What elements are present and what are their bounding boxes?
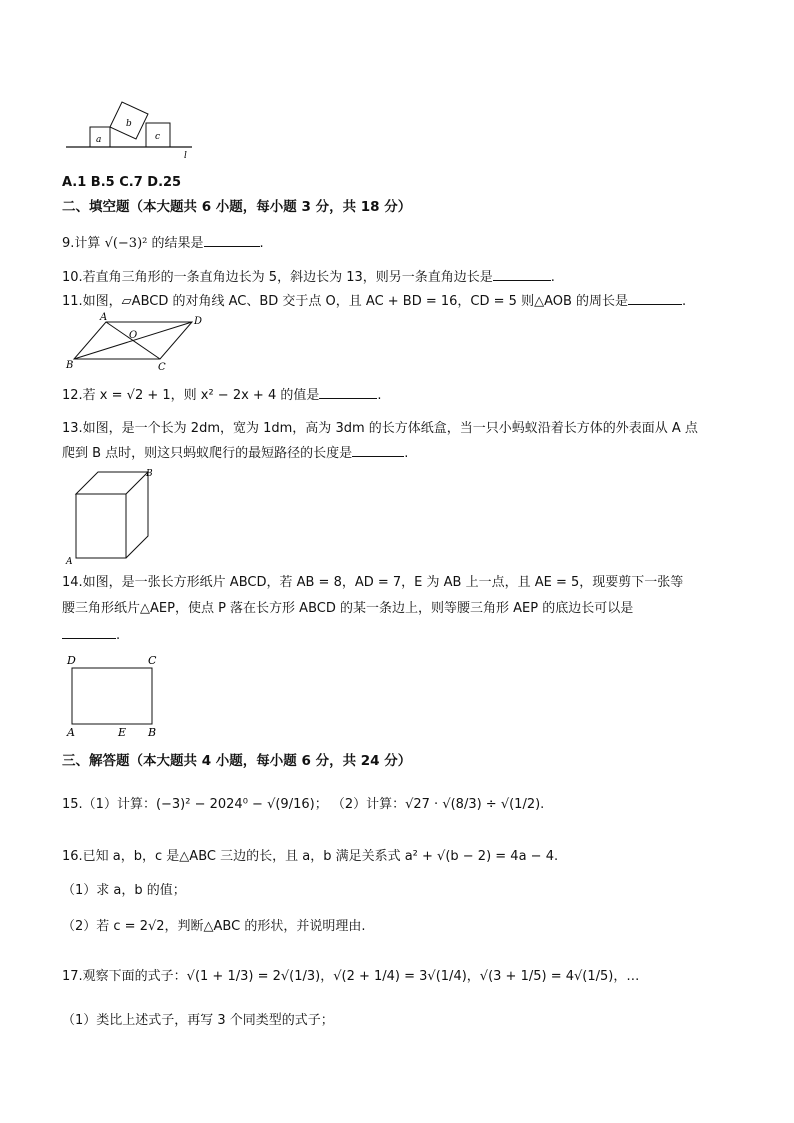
q12: 12.若 x = √2 + 1，则 x² − 2x + 4 的值是 . bbox=[62, 388, 382, 403]
q10: 10.若直角三角形的一条直角边长为 5，斜边长为 13，则另一条直角边长是 . bbox=[62, 270, 555, 285]
q11-label-C: C bbox=[158, 362, 166, 372]
q14-line2: 腰三角形纸片△AEP，使点 P 落在长方形 ABCD 的某一条边上，则等腰三角形 AEP 的底边长可以是 bbox=[62, 601, 634, 616]
q9-pre: 计算 bbox=[74, 236, 101, 251]
q9-post: 的结果是 bbox=[151, 236, 204, 251]
section2-title: 二、填空题（本大题共 6 小题，每小题 3 分，共 18 分） bbox=[62, 199, 412, 215]
q14-label-D: D bbox=[67, 654, 76, 667]
section3-title: 三、解答题（本大题共 4 小题，每小题 6 分，共 24 分） bbox=[62, 753, 412, 769]
q13-answer-blank[interactable] bbox=[352, 444, 404, 457]
q11: 11.如图，▱ABCD 的对角线 AC、BD 交于点 O，且 AC + BD = 16，CD = 5 则△AOB 的周长是 . bbox=[62, 294, 687, 309]
q12-answer-blank[interactable] bbox=[319, 386, 377, 399]
q11-text: 11.如图，▱ABCD 的对角线 AC、BD 交于点 O，且 AC + BD = 16，CD = 5 则△AOB 的周长是 bbox=[62, 294, 629, 309]
q14-label-E: E bbox=[118, 726, 127, 739]
q16-stem: 16.已知 a，b，c 是△ABC 三边的长，且 a，b 满足关系式 a² + √(b − 2) = 4a − 4. bbox=[62, 849, 559, 864]
q13-label-B: B bbox=[146, 469, 153, 479]
q8-label-a: a bbox=[96, 135, 102, 145]
q8-label-b: b bbox=[126, 119, 132, 129]
q17-part1: （1）类比上述式子，再写 3 个同类型的式子； bbox=[62, 1013, 334, 1028]
q14-label-C: C bbox=[148, 654, 157, 667]
q13-line2-text: 爬到 B 点时，则这只蚂蚁爬行的最短路径的长度是 bbox=[62, 446, 353, 461]
q11-label-B: B bbox=[66, 360, 74, 371]
q15: 15.（1）计算：(−3)² − 2024⁰ − √(9/16)； （2）计算：√27 · √(8/3) ÷ √(1/2). bbox=[62, 797, 545, 812]
q14-line3 bbox=[62, 626, 120, 645]
q8-options: A.1 B.5 C.7 D.25 bbox=[62, 175, 182, 190]
q17-stem: 17.观察下面的式子：√(1 + 1/3) = 2√(1/3)，√(2 + 1/4) = 3√(1/4)，√(3 + 1/5) = 4√(1/5)，… bbox=[62, 969, 640, 984]
q13-label-A: A bbox=[66, 557, 73, 566]
q13-line1: 13.如图，是一个长为 2dm，宽为 1dm，高为 3dm 的长方体纸盒，当一只小蚂蚁沿着长方体的外表面从 A 点 bbox=[62, 421, 698, 436]
q11-answer-blank[interactable] bbox=[628, 292, 682, 305]
q11-label-A: A bbox=[100, 312, 108, 323]
q16-part2: （2）若 c = 2√2，判断△ABC 的形状，并说明理由. bbox=[62, 919, 366, 934]
q14-answer-blank[interactable] bbox=[62, 626, 116, 639]
q13-line2: 爬到 B 点时，则这只蚂蚁爬行的最短路径的长度是 . bbox=[62, 446, 409, 461]
q11-parallelogram-figure bbox=[62, 312, 212, 372]
q10-text: 10.若直角三角形的一条直角边长为 5，斜边长为 13，则另一条直角边长是 bbox=[62, 270, 493, 285]
q9-number: 9. bbox=[62, 236, 75, 251]
q14-label-B: B bbox=[148, 726, 157, 739]
q14-rectangle-figure bbox=[62, 650, 172, 742]
q14-line3-end: . bbox=[116, 628, 121, 643]
q8-label-l: l bbox=[184, 151, 187, 161]
q11-label-D: D bbox=[194, 316, 203, 327]
q9: 9.计算 √(−3)² 的结果是 . bbox=[62, 236, 264, 251]
q14-label-A: A bbox=[67, 726, 75, 739]
q10-answer-blank[interactable] bbox=[493, 268, 551, 281]
q8-figure bbox=[62, 96, 197, 162]
q12-text: 12.若 x = √2 + 1，则 x² − 2x + 4 的值是 bbox=[62, 388, 320, 403]
q9-answer-blank[interactable] bbox=[204, 234, 260, 247]
q8-label-c: c bbox=[155, 132, 161, 142]
q14-line1: 14.如图，是一张长方形纸片 ABCD，若 AB = 8，AD = 7，E 为 AB 上一点，且 AE = 5，现要剪下一张等 bbox=[62, 575, 684, 590]
q16-part1: （1）求 a，b 的值； bbox=[62, 883, 186, 898]
q9-expression: √(−3)² bbox=[104, 236, 148, 251]
q11-label-O: O bbox=[129, 330, 138, 341]
q13-box-figure bbox=[62, 464, 157, 566]
